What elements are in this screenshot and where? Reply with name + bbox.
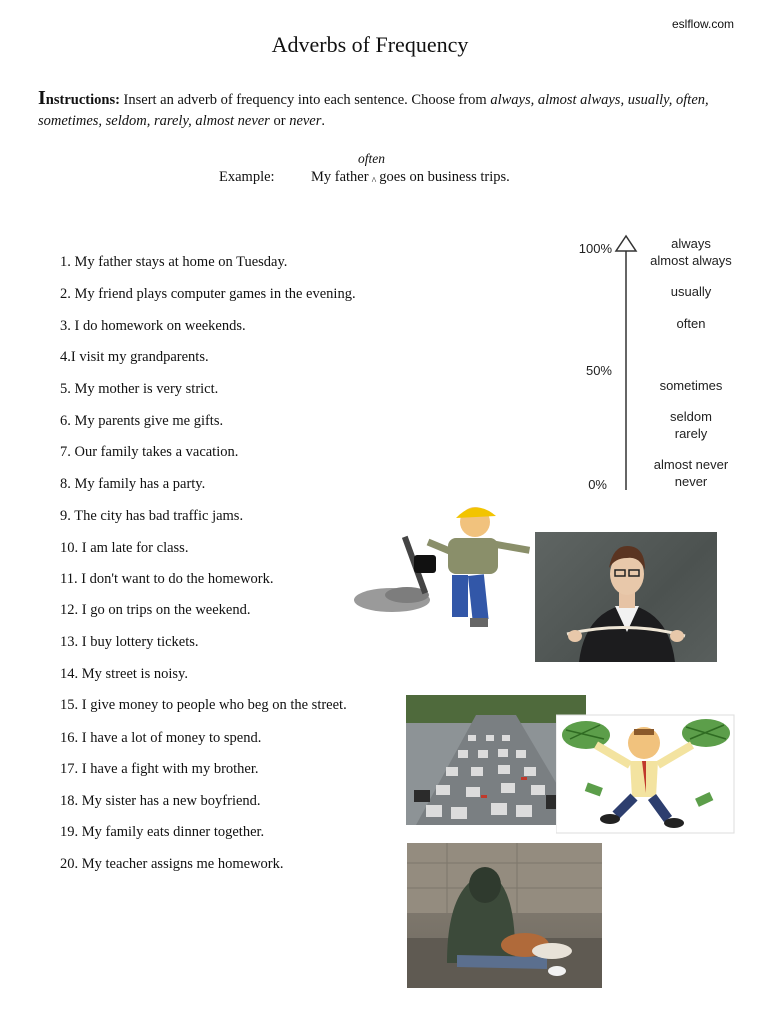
sentence-item: 20. My teacher assigns me homework. [60,856,284,872]
scale-almost-never: almost never [653,457,729,472]
instructions-or: or [269,113,290,129]
sentence-item: 19. My family eats dinner together. [60,824,265,840]
example-insert-word: often [358,151,385,166]
sentence-item: 3. I do homework on weekends. [60,318,246,334]
instructions [38,88,728,132]
scale-always: always [671,236,711,251]
example-before: My father [311,169,369,185]
beggar-photo [407,843,602,988]
frequency-scale-arrow [612,234,642,492]
sentence-item: 16. I have a lot of money to spend. [60,730,262,746]
page-title: Adverbs of Frequency [271,32,469,57]
caret-mark: ^ [371,176,377,187]
sentence-item: 18. My sister has a new boyfriend. [60,793,261,809]
sentence-item: 15. I give money to people who beg on the street. [60,697,347,713]
instructions-label: nstructions: [45,92,120,108]
example-sentence [311,169,510,186]
instructions-options: always, almost always, usually, often, sometimes, seldom, rarely, almost never [38,92,709,129]
instructions-initial: I [38,87,46,109]
sentence-item: 14. My street is noisy. [60,666,188,682]
scale-100-label: 100% [578,241,612,256]
sentence-item: 8. My family has a party. [60,476,206,492]
sentence-item: 11. I don't want to do the homework. [60,571,274,587]
scale-usually: usually [670,284,712,299]
example-label: Example: [219,169,275,185]
scale-sometimes: sometimes [659,378,723,393]
scale-rarely: rarely [674,426,708,441]
sentence-item: 12. I go on trips on the weekend. [60,602,251,618]
sentence-item: 4.I visit my grandparents. [60,349,209,365]
scale-almost-always: almost always [650,253,732,268]
sentence-item: 9. The city has bad traffic jams. [60,508,244,524]
scale-seldom: seldom [670,409,712,424]
instructions-end: . [321,113,326,129]
sentence-item: 1. My father stays at home on Tuesday. [60,254,288,270]
sentence-item: 5. My mother is very strict. [60,381,219,397]
example-after: goes on business trips. [379,169,510,185]
site-credit: eslflow.com [672,17,735,31]
sentence-item: 7. Our family takes a vacation. [60,444,239,460]
sentence-item: 10. I am late for class. [60,540,189,556]
money-man-image [556,705,736,835]
scale-never: never [674,474,708,489]
strict-teacher-photo [535,532,717,662]
instructions-text: Insert an adverb of frequency into each sentence. Choose from [119,92,491,108]
sentence-item: 17. I have a fight with my brother. [60,761,259,777]
scale-0-label: 0% [588,477,607,492]
sentence-item: 13. I buy lottery tickets. [60,634,199,650]
scale-50-label: 50% [585,363,612,378]
instructions-last: never [289,113,322,129]
sentence-item: 6. My parents give me gifts. [60,413,224,429]
scale-often: often [676,316,706,331]
jackhammer-worker-image [352,500,534,635]
sentence-item: 2. My friend plays computer games in the evening. [60,286,356,302]
